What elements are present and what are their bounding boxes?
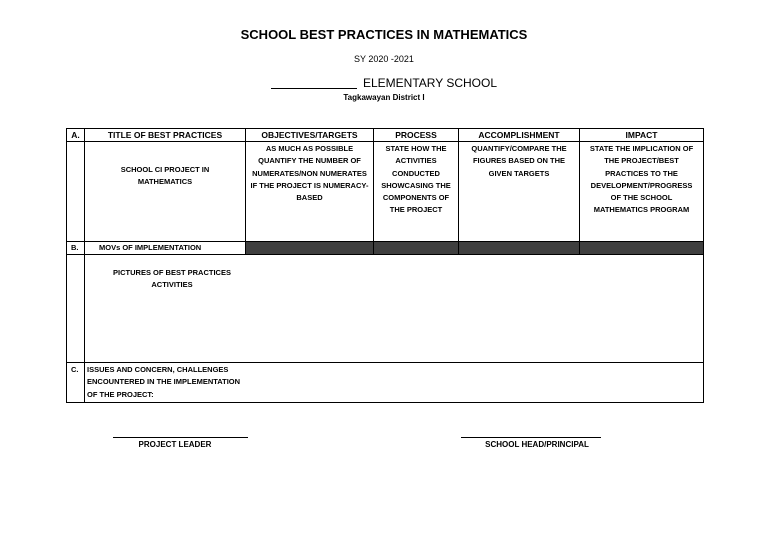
project-leader-signature-line[interactable]: [113, 437, 248, 438]
row-a-process: STATE HOW THE ACTIVITIES CONDUCTED SHOWCASING THE COMPONENTS OF THE PROJECT: [381, 144, 451, 215]
row-b-pictures-label: PICTURES OF BEST PRACTICES ACTIVITIES: [113, 268, 231, 290]
row-b-movs-cell[interactable]: [85, 255, 704, 363]
project-leader-label: PROJECT LEADER: [138, 440, 212, 449]
row-a-process-cell[interactable]: [374, 142, 459, 242]
header-letter-a: A.: [67, 129, 85, 142]
row-a-accomplishment: QUANTIFY/COMPARE THE FIGURES BASED ON THE GIVEN TARGETS: [471, 144, 567, 178]
table-row-c: [67, 363, 704, 403]
school-head-label: SCHOOL HEAD/PRINCIPAL: [485, 440, 589, 449]
row-a-objectives: AS MUCH AS POSSIBLE QUANTIFY THE NUMBER OF NUMERATES/NON NUMERATES IF THE PROJECT IS NUMERACY-BASED: [250, 144, 369, 203]
header-objectives-targets: OBJECTIVES/TARGETS: [246, 129, 374, 142]
school-head-signature-line[interactable]: [461, 437, 601, 438]
row-b-shaded-cell: [580, 242, 704, 255]
school-name-blank[interactable]: [271, 76, 357, 89]
school-name-label: ELEMENTARY SCHOOL: [362, 76, 498, 90]
row-b-label: MOVs OF IMPLEMENTATION: [85, 242, 246, 255]
row-b-letter: B.: [67, 242, 85, 255]
row-a-impact-cell[interactable]: [580, 142, 704, 242]
row-a-objectives-cell[interactable]: [246, 142, 374, 242]
table-row-b: [67, 242, 704, 255]
row-b-shaded-cell: [374, 242, 459, 255]
row-a-impact: STATE THE IMPLICATION OF THE PROJECT/BEST PRACTICES TO THE DEVELOPMENT/PROGRESS OF THE SCHOOL MATHEMATICS PROGRAM: [589, 144, 694, 215]
header-impact: IMPACT: [580, 129, 704, 142]
header-accomplishment: ACCOMPLISHMENT: [459, 129, 580, 142]
row-a-title-cell[interactable]: [85, 142, 246, 242]
school-year: SY 2020 -2021: [354, 54, 414, 64]
row-c-letter: C.: [67, 363, 85, 403]
row-b-shaded-cell: [246, 242, 374, 255]
header-process: PROCESS: [374, 129, 459, 142]
table-row-a: [67, 142, 704, 242]
document-title: SCHOOL BEST PRACTICES IN MATHEMATICS: [240, 27, 528, 42]
row-a-letter-cell: [67, 142, 85, 242]
row-a-title: SCHOOL CI PROJECT IN MATHEMATICS: [120, 165, 210, 187]
row-b-movs-letter-cell: [67, 255, 85, 363]
table-row-b-movs: [67, 255, 704, 363]
row-c-cell[interactable]: [85, 363, 704, 403]
school-name-line: [0, 76, 768, 90]
best-practices-table: [66, 128, 704, 403]
row-c-label: ISSUES AND CONCERN, CHALLENGES ENCOUNTERED IN THE IMPLEMENTATION OF THE PROJECT:: [87, 365, 241, 399]
row-a-accomplishment-cell[interactable]: [459, 142, 580, 242]
header-title-of-best-practices: TITLE OF BEST PRACTICES: [85, 129, 246, 142]
table-header-row: [67, 129, 704, 142]
row-b-shaded-cell: [459, 242, 580, 255]
district-label: Tagkawayan District I: [343, 93, 425, 102]
